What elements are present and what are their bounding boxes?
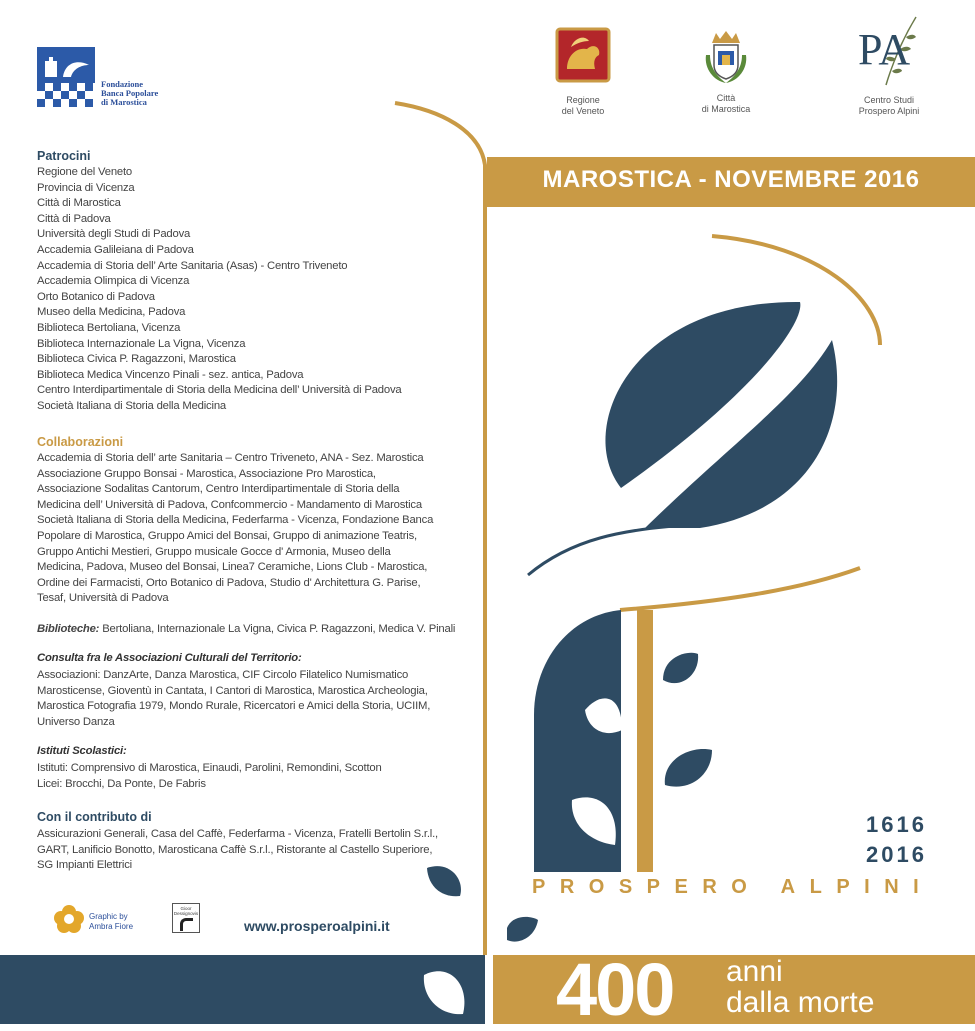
- text-line: Associazione Sodalitas Cantorum, Centro Interdipartimentale di Storia della: [37, 483, 400, 496]
- list-item: Museo della Medicina, Padova: [37, 306, 186, 319]
- contributo-title: Con il contributo di: [37, 810, 152, 824]
- navy-leaf-3-icon: [427, 866, 461, 896]
- list-item: Università degli Studi di Padova: [37, 228, 191, 241]
- anniversary-word2: dalla morte: [726, 986, 875, 1019]
- text-line: Istituti: Comprensivo di Marostica, Einaudi, Parolini, Remondini, Scotton: [37, 762, 382, 774]
- list-item: Biblioteca Internazionale La Vigna, Vicenza: [37, 337, 246, 350]
- text-line: Assicurazioni Generali, Casa del Caffè, Federfarma - Vicenza, Fratelli Bertolin S.r.l.,: [37, 828, 438, 840]
- navy-leaf-1-icon: [663, 653, 698, 683]
- gold-arc-middle: [620, 568, 860, 610]
- list-item: Regione del Veneto: [37, 166, 133, 178]
- institution-regione: Regione del Veneto: [548, 25, 618, 117]
- bottom-navy-band: [0, 955, 485, 1024]
- gold-vertical-bar: [637, 610, 653, 872]
- list-item: Accademia di Storia dell’ Arte Sanitaria (Asas) - Centro Triveneto: [37, 259, 348, 272]
- list-item: Orto Botanico di Padova: [37, 290, 155, 303]
- text-line: Marostica Fotografia 1979, Mondo Rurale, Ricercatori e Amici della Storia, UCIIM,: [37, 700, 431, 713]
- list-item: Città di Padova: [37, 212, 111, 225]
- list-item: Biblioteca Medica Vincenzo Pinali - sez. antica, Padova: [37, 368, 304, 381]
- navy-leaf-4-icon: [507, 917, 538, 942]
- text-line: Società Italiana di Storia della Medicina, Federfarma - Vicenza, Fondazione Banca: [37, 514, 434, 527]
- text-line: Universo Danza: [37, 715, 115, 728]
- event-banner: MAROSTICA - NOVEMBRE 2016: [542, 166, 920, 193]
- list-item: Società Italiana di Storia della Medicina: [37, 399, 226, 412]
- list-item: Città di Marostica: [37, 197, 121, 210]
- small-logo: Gioor Dessignovis: [172, 903, 200, 933]
- event-years: [866, 810, 927, 870]
- list-item: Provincia di Vicenza: [37, 181, 135, 194]
- text-line: Marosticense, Gioventù in Cantata, I Cantori di Marostica, Marostica Archeologia,: [37, 684, 428, 697]
- list-item: Biblioteca Bertoliana, Vicenza: [37, 321, 181, 334]
- year-birth: 1616: [866, 812, 927, 837]
- text-line: SG Impianti Elettrici: [37, 859, 132, 872]
- collaborazioni-title: Collaborazioni: [37, 435, 124, 449]
- list-item: Accademia Olimpica di Vicenza: [37, 275, 190, 288]
- biblioteche-text: Bertoliana, Internazionale La Vigna, Civica P. Ragazzoni, Medica V. Pinali: [102, 623, 456, 635]
- text-line: Medicina, Padova, Museo del Bonsai, Linea7 Ceramiche, Lions Club - Marostica,: [37, 561, 428, 574]
- consulta-title: Consulta fra le Associazioni Culturali del Territorio:: [37, 652, 302, 664]
- biblioteche-label: Biblioteche:: [37, 623, 100, 635]
- list-item: Accademia Galileiana di Padova: [37, 243, 194, 256]
- institution-centro-studi: PA Centro Studi Prospero Alpini: [849, 15, 929, 117]
- text-line: Gruppo Antichi Mestieri, Gruppo musicale Gocce d' Armonia, Museo della: [37, 545, 391, 558]
- text-line: Associazioni: DanzArte, Danza Marostica, CIF Circolo Filatelico Numismatico: [37, 669, 409, 681]
- gold-divider-curve: [395, 103, 485, 955]
- text-line: Licei: Brocchi, Da Ponte, De Fabris: [37, 777, 206, 790]
- text-line: Popolare di Marostica, Gruppo Amici del Bonsai, Gruppo di animazione Teatris,: [37, 529, 417, 542]
- list-item: Biblioteca Civica P. Ragazzoni, Marostica: [37, 353, 236, 366]
- fondazione-name: Fondazione Banca Popolare di Marostica: [101, 79, 159, 107]
- istituti-title: Istituti Scolastici:: [37, 745, 127, 757]
- patrocini-title: Patrocini: [37, 149, 91, 163]
- year-current: 2016: [866, 842, 927, 867]
- event-name: PROSPERO ALPINI: [532, 876, 934, 898]
- navy-leaf-2-icon: [665, 749, 712, 787]
- text-line: Accademia di Storia dell’ arte Sanitaria – Centro Triveneto, ANA - Sez. Marostica: [37, 452, 424, 464]
- list-item: Centro Interdipartimentale di Storia della Medicina dell’ Università di Padova: [37, 384, 402, 397]
- anniversary-number: 400: [556, 948, 674, 1031]
- website-link[interactable]: www.prosperoalpini.it: [244, 918, 390, 934]
- text-line: GART, Lanificio Bonotto, Marosticana Caffè S.r.l., Ristorante al Castello Superiore,: [37, 843, 433, 856]
- graphic-credit: Graphic by Ambra Fiore: [89, 912, 134, 931]
- city-crest-icon: [696, 25, 756, 87]
- pa-monogram-icon: [856, 15, 922, 89]
- text-line: Ordine dei Farmacisti, Orto Botanico di Padova, Studio d' Architettura G. Parise,: [37, 576, 421, 589]
- text-line: Associazione Gruppo Bonsai - Marostica, Associazione Pro Marostica,: [37, 467, 376, 480]
- anniversary-word1: anni: [726, 955, 783, 988]
- text-line: Tesaf, Università di Padova: [37, 592, 169, 605]
- pa-monogram-letters: PA: [858, 25, 911, 74]
- institution-citta: Città di Marostica: [691, 25, 761, 115]
- lion-of-venice-icon: [553, 25, 613, 85]
- text-line: Medicina dell’ Università di Padova, Confcommercio - Mandamento di Marostica: [37, 498, 422, 511]
- leaf-stem: [528, 524, 705, 575]
